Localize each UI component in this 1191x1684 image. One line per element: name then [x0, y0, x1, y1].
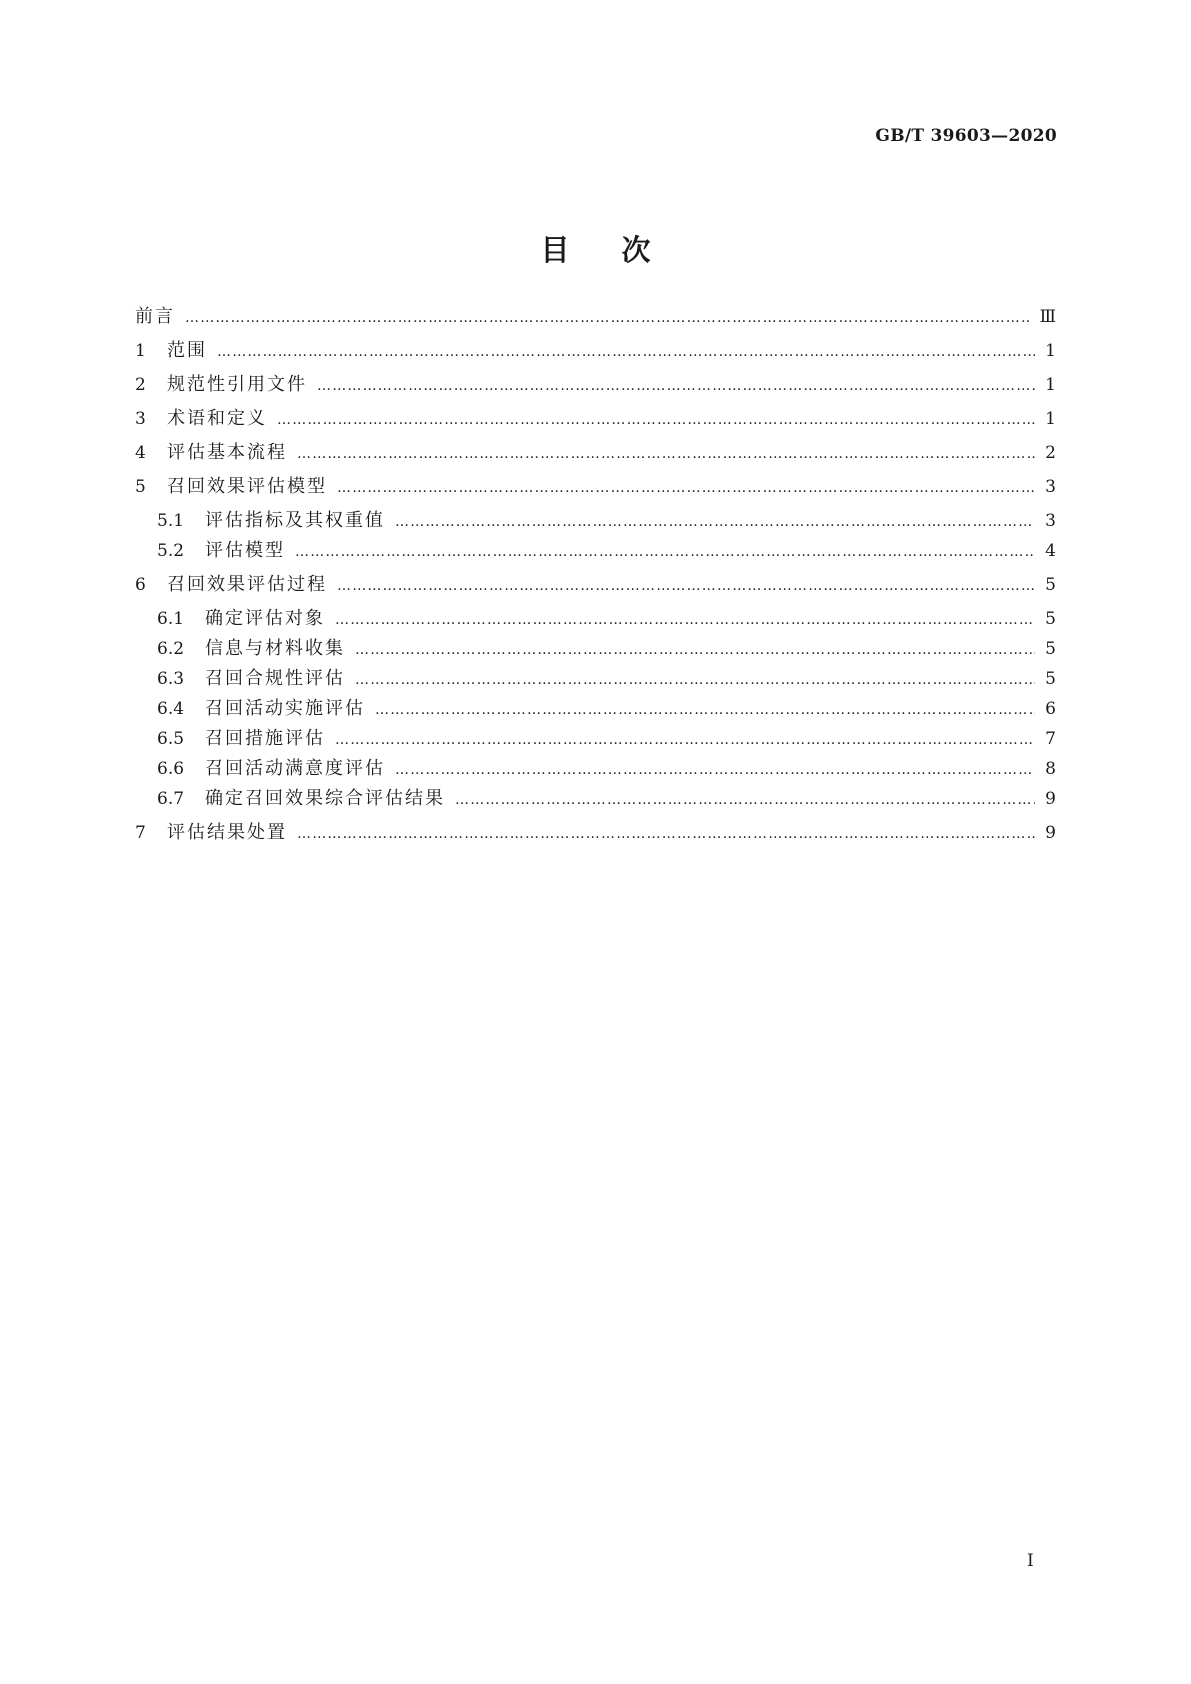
toc-entry-6-4[interactable] — [157, 697, 1056, 722]
toc-entry-title: 召回措施评估 — [205, 728, 325, 749]
toc-entry-title: 信息与材料收集 — [205, 638, 345, 659]
toc-entry-7[interactable] — [135, 821, 1056, 846]
toc-entry-title: 规范性引用文件 — [167, 374, 307, 395]
toc-entry-page: 7 — [1045, 729, 1056, 749]
toc-entry-number: 6.5 — [157, 729, 185, 749]
standard-code: GB/T 39603—2020 — [875, 126, 1057, 146]
toc-entry-page: 5 — [1045, 669, 1056, 689]
toc-entry-number: 2 — [135, 375, 146, 395]
toc-entry-title: 范围 — [167, 340, 207, 361]
toc-entry-6-1[interactable] — [157, 607, 1056, 632]
toc-leader-dots — [375, 698, 1035, 722]
toc-entry-title: 评估结果处置 — [167, 822, 287, 843]
toc-entry-page: 8 — [1045, 759, 1056, 779]
toc-entry-title: 术语和定义 — [167, 408, 267, 429]
toc-entry-page: 9 — [1045, 789, 1056, 809]
toc-entry-page: 1 — [1045, 341, 1056, 361]
toc-entry-title: 召回效果评估过程 — [167, 574, 327, 595]
toc-entry-page: 1 — [1045, 375, 1056, 395]
toc-entry-2[interactable] — [135, 373, 1056, 398]
toc-entry-title: 召回活动实施评估 — [205, 698, 365, 719]
toc-entry-preface[interactable] — [135, 305, 1056, 330]
toc-leader-dots — [295, 540, 1035, 564]
toc-entry-4[interactable] — [135, 441, 1056, 466]
toc-entry-6-3[interactable] — [157, 667, 1056, 692]
toc-entry-number: 5.2 — [157, 541, 185, 561]
toc-entry-title: 召回效果评估模型 — [167, 476, 327, 497]
toc-entry-number: 5 — [135, 477, 146, 497]
toc-entry-page: 2 — [1045, 443, 1056, 463]
toc-leader-dots — [297, 442, 1035, 466]
toc-entry-6-6[interactable] — [157, 757, 1056, 782]
toc-entry-5-2[interactable] — [157, 539, 1056, 564]
toc-entry-5[interactable] — [135, 475, 1056, 500]
toc-entry-page: 3 — [1045, 511, 1056, 531]
toc-entry-number: 6.2 — [157, 639, 185, 659]
toc-leader-dots — [335, 608, 1035, 632]
toc-entry-number: 6 — [135, 575, 146, 595]
toc-entry-6-2[interactable] — [157, 637, 1056, 662]
toc-entry-page: 1 — [1045, 409, 1056, 429]
toc-leader-dots — [297, 822, 1035, 846]
toc-entry-6[interactable] — [135, 573, 1056, 598]
toc-entry-number: 3 — [135, 409, 146, 429]
toc-entry-title: 前言 — [135, 306, 175, 327]
toc-leader-dots — [395, 510, 1035, 534]
toc-leader-dots — [185, 306, 1030, 330]
toc-leader-dots — [455, 788, 1035, 812]
toc-entry-title: 评估基本流程 — [167, 442, 287, 463]
toc-leader-dots — [355, 668, 1035, 692]
toc-entry-page: 5 — [1045, 575, 1056, 595]
toc-entry-number: 7 — [135, 823, 146, 843]
toc-entry-6-7[interactable] — [157, 787, 1056, 812]
toc-entry-number: 1 — [135, 341, 146, 361]
toc-entry-title: 评估模型 — [205, 540, 285, 561]
toc-entry-number: 6.4 — [157, 699, 185, 719]
toc-entry-title: 召回合规性评估 — [205, 668, 345, 689]
page-number: I — [1027, 1551, 1034, 1571]
toc-entry-number: 6.1 — [157, 609, 185, 629]
toc-entry-number: 4 — [135, 443, 146, 463]
toc-entry-page: 5 — [1045, 609, 1056, 629]
toc-entry-6-5[interactable] — [157, 727, 1056, 752]
toc-leader-dots — [395, 758, 1035, 782]
toc-entry-page: 4 — [1045, 541, 1056, 561]
toc-entry-title: 确定召回效果综合评估结果 — [205, 788, 445, 809]
toc-leader-dots — [337, 574, 1035, 598]
toc-entry-3[interactable] — [135, 407, 1056, 432]
toc-entry-title: 召回活动满意度评估 — [205, 758, 385, 779]
toc-entry-page: 3 — [1045, 477, 1056, 497]
toc-entry-title: 评估指标及其权重值 — [205, 510, 385, 531]
toc-entry-number: 5.1 — [157, 511, 185, 531]
toc-entry-title: 确定评估对象 — [205, 608, 325, 629]
toc-leader-dots — [337, 476, 1035, 500]
toc-leader-dots — [277, 408, 1035, 432]
toc-entry-page: Ⅲ — [1039, 307, 1056, 327]
toc-leader-dots — [355, 638, 1035, 662]
toc-entry-5-1[interactable] — [157, 509, 1056, 534]
toc-leader-dots — [335, 728, 1035, 752]
toc-leader-dots — [217, 340, 1035, 364]
toc-entry-number: 6.3 — [157, 669, 185, 689]
toc-entry-page: 9 — [1045, 823, 1056, 843]
toc-entry-number: 6.6 — [157, 759, 185, 779]
toc-entry-page: 6 — [1045, 699, 1056, 719]
toc-leader-dots — [317, 374, 1035, 398]
page-title: 目次 — [540, 233, 703, 267]
toc-entry-page: 5 — [1045, 639, 1056, 659]
toc-entry-1[interactable] — [135, 339, 1056, 364]
toc-entry-number: 6.7 — [157, 789, 185, 809]
